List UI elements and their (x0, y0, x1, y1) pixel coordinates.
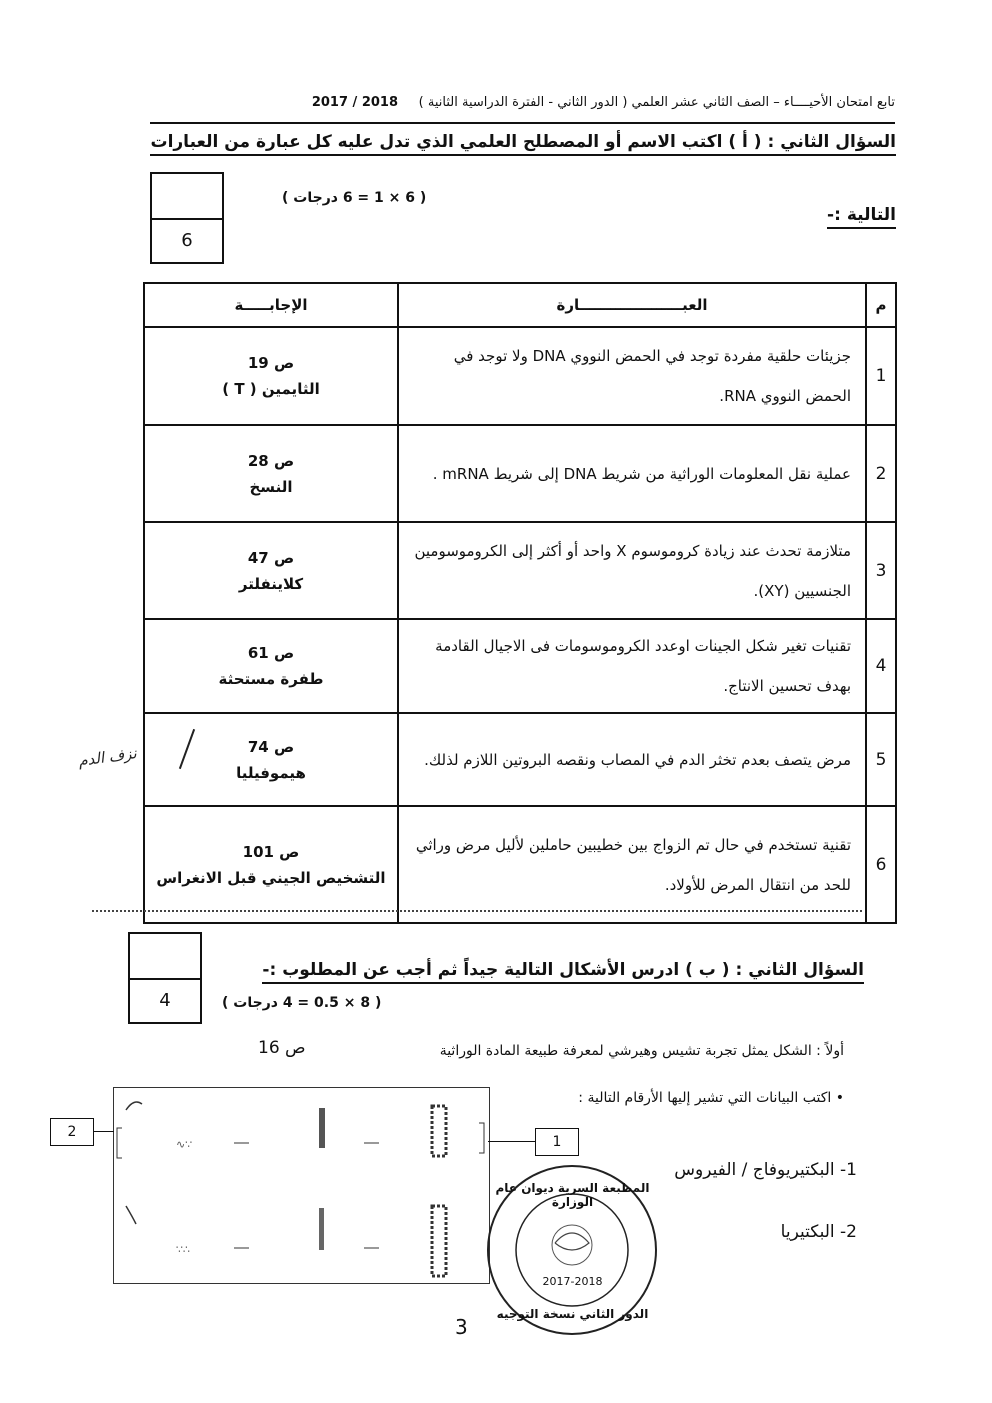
header-rule (150, 122, 895, 124)
section-separator (92, 910, 862, 912)
row-page: ص 61 (247, 644, 295, 662)
q2b-title (262, 960, 864, 980)
table-row (144, 425, 896, 522)
row-page: ص 101 (242, 842, 300, 861)
q2b-score-formula: ( 8 × 0.5 = 4 درجات ) (222, 995, 382, 1011)
row-statement: تقنية تستخدم في حال تم الزواج بين خطيبين حاملين لأليل مرض وراثي للحد من انتقال المرض للأولاد. (398, 806, 866, 923)
terms-table (143, 282, 897, 924)
row-page: ص 74 (247, 737, 295, 756)
row-answer: التشخيص الجيني قبل الانغراس (156, 868, 386, 887)
row-answer: كلاينفلتر (238, 574, 304, 593)
exam-year: 2018 / 2017 (311, 95, 398, 110)
q2a-score-value: 6 (181, 230, 193, 251)
page-number: 3 (455, 1315, 468, 1339)
row-answer-cell (144, 425, 398, 522)
row-statement: عملية نقل المعلومات الوراثية من شريط DNA إلى شريط mRNA . (398, 425, 866, 522)
q2b-answer-1: 1- البكتيريوفاج / الفيروس (674, 1160, 857, 1180)
table-row (144, 619, 896, 713)
score-box-blank (152, 174, 222, 220)
row-statement: متلازمة تحدث عند زيادة كروموسوم X واحد أو أكثر إلى الكروموسومين الجنسيين (XY). (398, 522, 866, 619)
table-row (144, 713, 896, 806)
row-num: 2 (866, 425, 896, 522)
col-num-header: م (866, 283, 896, 327)
table-header-row (144, 283, 896, 327)
row-page: ص 47 (247, 548, 295, 567)
exam-header-text: تابع امتحان الأحيــــاء – الصف الثاني عشر العلمي ( الدور الثاني - الفترة الدراسية الثانية ) (418, 95, 895, 110)
row-num: 1 (866, 327, 896, 425)
row-page: ص 28 (247, 451, 295, 470)
row-num: 3 (866, 522, 896, 619)
row-statement: تقنيات تغير شكل الجينات اوعدد الكروموسومات فى الاجيال القادمة بهدف تحسين الانتاج. (398, 619, 866, 713)
q2b-intro: أولاً : الشكل يمثل تجربة تشيس وهيرشي لمعرفة طبيعة المادة الوراثية (439, 1043, 844, 1059)
score-box-blank (130, 934, 200, 980)
stamp-text-bottom: الدور الثاني نسخة التوجيه (496, 1307, 649, 1321)
q2b-answer-2: 2- البكتيريا (780, 1222, 857, 1242)
col-statement-header: العبــــــــــــــــــــارة (398, 283, 866, 327)
q2a-score-formula: ( 6 × 1 = 6 درجات ) (282, 190, 427, 206)
row-statement: مرض يتصف بعدم تخثر الدم في المصاب ونقصه البروتين اللازم لذلك. (398, 713, 866, 806)
svg-text:∿∵: ∿∵ (176, 1138, 193, 1151)
label-1-arrow (488, 1141, 535, 1142)
q2a-title-cont (827, 205, 896, 225)
q2b-score-value: 4 (159, 990, 171, 1011)
row-num: 4 (866, 619, 896, 713)
figure-label-1: 1 (535, 1128, 579, 1156)
q2a-title-text: السؤال الثاني : ( أ ) اكتب الاسم أو المصطلح العلمي الذي تدل عليه كل عبارة من العبارات (150, 132, 896, 156)
q2b-page-ref: ص 16 (258, 1038, 306, 1058)
table-row (144, 522, 896, 619)
q2b-title-text: السؤال الثاني : ( ب ) ادرس الأشكال التالية جيداً ثم أجب عن المطلوب :- (262, 960, 864, 984)
q2b-score-box (128, 932, 202, 1024)
svg-text:∵∴: ∵∴ (176, 1243, 190, 1256)
row-answer-cell (144, 522, 398, 619)
q2a-title-cont-text: التالية :- (827, 205, 896, 229)
row-answer: طفرة مستحثة (218, 670, 324, 688)
stamp-text-top: المطبعة السرية ديوان عام الوزارة (495, 1181, 650, 1209)
figure-drawing (114, 1088, 489, 1283)
q2a-score-box (150, 172, 224, 264)
row-page: ص 19 (247, 354, 295, 372)
stamp-year: 2017-2018 (542, 1275, 603, 1288)
q2a-title (150, 132, 896, 152)
row-num: 6 (866, 806, 896, 923)
row-statement: جزيئات حلقية مفردة توجد في الحمض النووي DNA ولا توجد في الحمض النووي RNA. (398, 327, 866, 425)
row-answer: الثايمين ( T ) (222, 380, 320, 398)
label-2-arrow (94, 1131, 114, 1132)
table-row (144, 806, 896, 923)
handwritten-note: نزف الدم (77, 744, 138, 770)
row-answer-cell (144, 619, 398, 713)
col-answer-header: الإجابـــــة (144, 283, 398, 327)
hershey-chase-figure (113, 1087, 490, 1284)
row-answer: النسخ (249, 477, 293, 496)
row-answer: هيموفيليا (236, 763, 306, 782)
q2b-instruction: • اكتب البيانات التي تشير إليها الأرقام التالية : (578, 1090, 844, 1106)
row-num: 5 (866, 713, 896, 806)
row-answer-cell (144, 806, 398, 923)
table-row (144, 327, 896, 425)
exam-header (150, 95, 895, 110)
ministry-stamp (485, 1163, 660, 1338)
row-answer-cell (144, 327, 398, 425)
figure-label-2: 2 (50, 1118, 94, 1146)
